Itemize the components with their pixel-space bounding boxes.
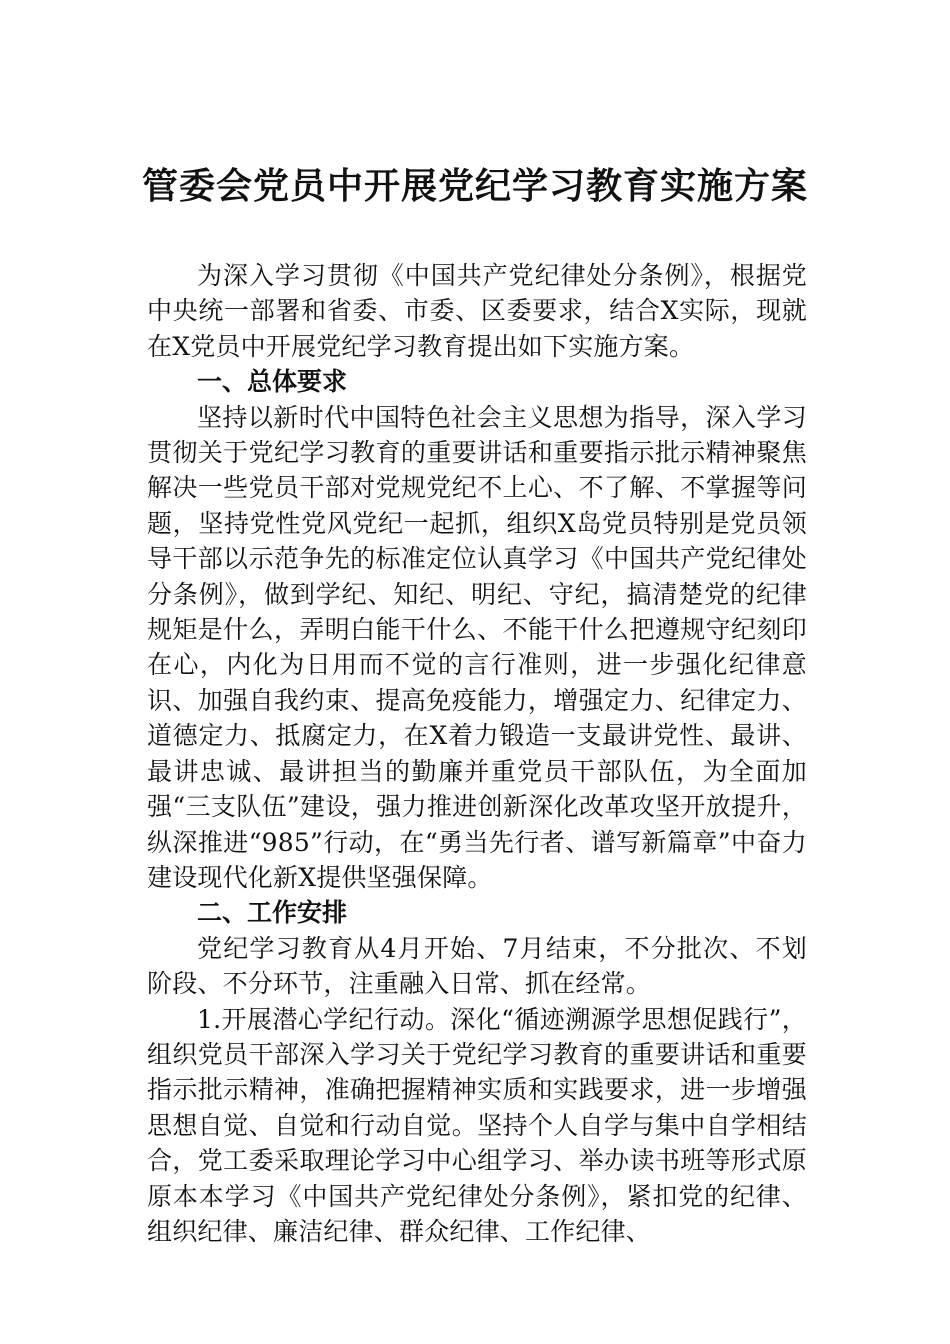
document-body	[147, 258, 807, 1249]
section-work-arrangement-paragraph: 党纪学习教育从4月开始、7月结束，不分批次、不划阶段、不分环节，注重融入日常、抓在经常。	[147, 933, 807, 999]
document-title: 管委会党员中开展党纪学习教育实施方案	[141, 165, 808, 207]
section-general-requirements-paragraph: 坚持以新时代中国特色社会主义思想为指导，深入学习贯彻关于党纪学习教育的重要讲话和重要指示批示精神聚焦解决一些党员干部对党规党纪不上心、不了解、不掌握等问题，坚持党性党风党纪一起抓，组织X岛党员特别是党员领导干部以示范争先的标准定位认真学习《中国共产党纪律处分条例》，做到学纪、知纪、明纪、守纪，搞清楚党的纪律规矩是什么，弄明白能干什么、不能干什么把遵规守纪刻印在心，内化为日用而不觉的言行准则，进一步强化纪律意识、加强自我约束、提高免疫能力，增强定力、纪律定力、道德定力、抵腐定力，在X着力锻造一支最讲党性、最讲、最讲忠诚、最讲担当的勤廉并重党员干部队伍，为全面加强“三支队伍”建设，强力推进创新深化改革攻坚开放提升，纵深推进“985”行动，在“勇当先行者、谱写新篇章”中奋力建设现代化新X提供坚强保障。	[147, 402, 807, 892]
intro-paragraph: 为深入学习贯彻《中国共产党纪律处分条例》，根据党中央统一部署和省委、市委、区委要求，结合X实际，现就在X党员中开展党纪学习教育提出如下实施方案。	[147, 261, 807, 361]
section-heading-general-requirements: 一、总体要求	[197, 367, 348, 397]
section-heading-work-arrangement: 二、工作安排	[197, 898, 348, 928]
item-1-paragraph: 1.开展潜心学纪行动。深化“循迹溯源学思想促践行”，组织党员干部深入学习关于党纪学习教育的重要讲话和重要指示批示精神，准确把握精神实质和实践要求，进一步增强思想自觉、自觉和行动自觉。坚持个人自学与集中自学相结合，党工委采取理论学习中心组学习、举办读书班等形式原原本本学习《中国共产党纪律处分条例》，紧扣党的纪律、组织纪律、廉洁纪律、群众纪律、工作纪律、	[147, 1004, 807, 1246]
